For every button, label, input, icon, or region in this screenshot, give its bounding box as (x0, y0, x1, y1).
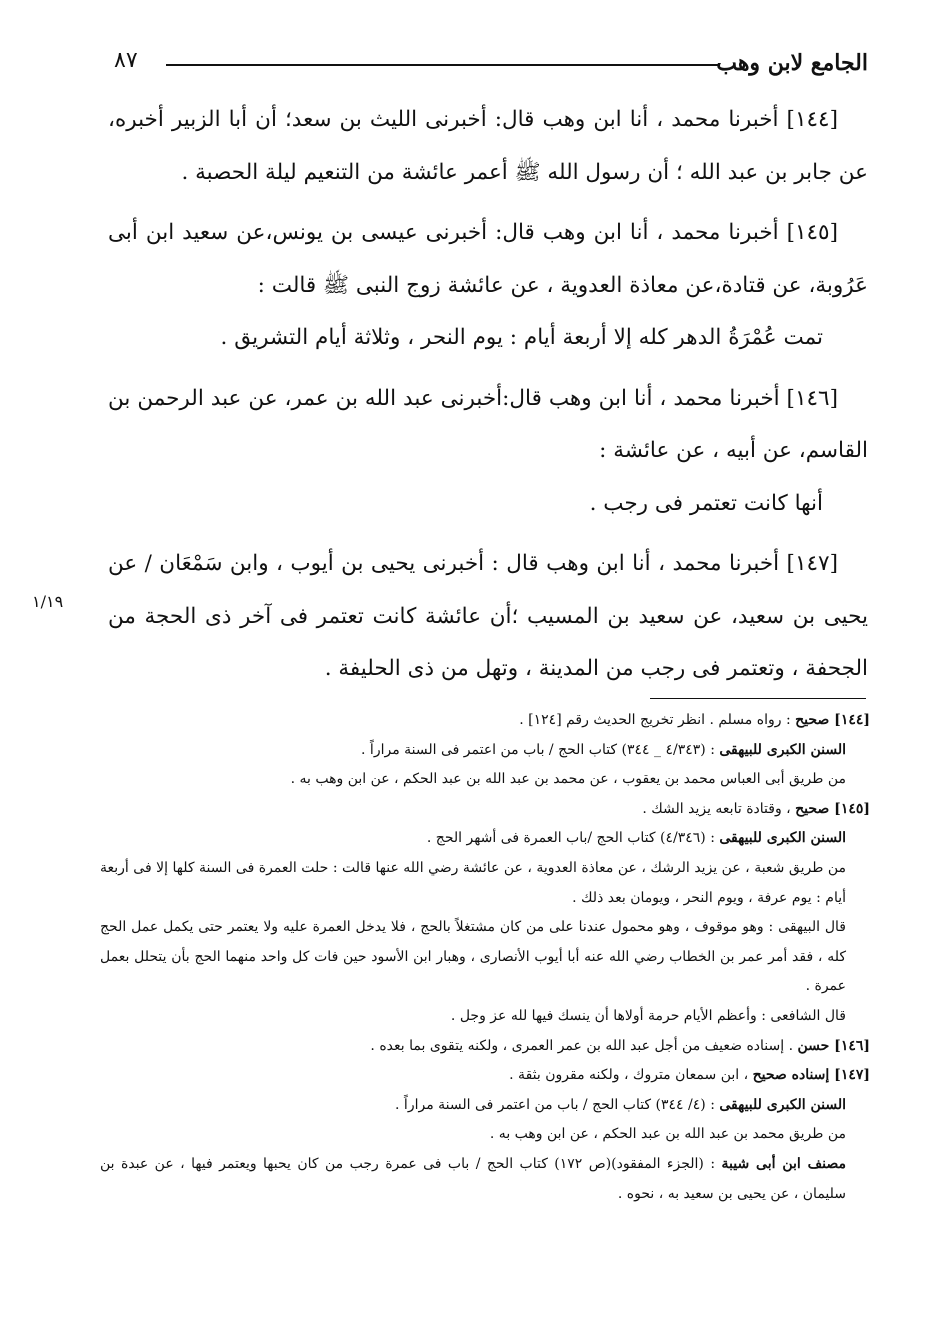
footnote-lead: السنن الكبرى للبيهقى (719, 741, 846, 758)
hadith-144: [١٤٤] أخبرنا محمد ، أنا ابن وهب قال: أخبرنى الليث بن سعد؛ أن أبا الزبير أخبره، عن جابر بن عبد الله ؛ أن رسول الله ﷺ أعمر عائشة من التنعيم ليلة الحصبة . (108, 107, 868, 185)
footnote-lead: [١٤٥] صحيح (795, 800, 870, 817)
hadith-147: [١٤٧] أخبرنا محمد ، أنا ابن وهب قال : أخبرنى يحيى بن أيوب ، وابن سَمْعَان / عن يحيى بن سعيد، عن سعيد بن المسيب ؛أن عائشة كانت تعتمر فى آخر ذى الحجة من الجحفة ، وتعتمر فى رجب من المدينة ، وتهل من ذى الحليفة . (108, 551, 868, 681)
footnote-text: قال البيهقى : وهو موقوف ، وهو محمول عندنا على من كان مشتغلاً بالحج ، فلا يدخل العمرة عليه ولا يعتمر حتى يكمل عمل الحج كله ، فقد أمر عمر بن الخطاب رضي الله عنه أبا أيوب الأنصارى ، وهبار ابن الأسود حين فات كل واحد منهما الحج بأن يتحلل بعمل عمرة . (100, 919, 846, 995)
footnote-line (100, 706, 870, 736)
footnote-text: ، ابن سمعان متروك ، ولكنه مقرون بثقة . (509, 1067, 753, 1084)
footnote-text: ، وقتادة تابعه يزيد الشك . (642, 800, 796, 817)
running-header (108, 44, 868, 84)
hadith-146: [١٤٦] أخبرنا محمد ، أنا ابن وهب قال:أخبرنى عبد الله بن عمر، عن عبد الرحمن بن القاسم، عن أبيه ، عن عائشة : (108, 385, 868, 463)
footnote-text: من طريق محمد بن عبد الله بن عبد الحكم ، عن ابن وهب به . (489, 1126, 846, 1143)
footnote-lead: مصنف ابن أبى شيبة (721, 1155, 847, 1172)
footnote-line (100, 795, 870, 825)
footnote-line (100, 1061, 870, 1091)
footnote-line (100, 736, 870, 766)
main-text (108, 94, 868, 696)
footnote-line (100, 1120, 870, 1150)
footnote-lead: [١٤٧] إسناده صحيح (752, 1067, 870, 1084)
footnote-lead: [١٤٤] صحيح (795, 712, 870, 728)
footnote-line (100, 765, 870, 795)
footnote-lead: [١٤٦] حسن (797, 1037, 870, 1054)
footnote-line (100, 824, 870, 854)
footnote-separator (650, 698, 866, 699)
footnote-text: . إسناده ضعيف من أجل عبد الله بن عمر العمرى ، ولكنه يتقوى بما بعده . (370, 1037, 798, 1054)
manuscript-folio-marker: ١/١٩ (32, 592, 64, 611)
footnote-text: من طريق شعبة ، عن يزيد الرشك ، عن معاذة العدوية ، عن عائشة رضي الله عنها قالت : حلت العمرة فى السنة كلها إلا فى أربعة أيام : يوم عرفة ، ويوم النحر ، ويومان بعد ذلك . (100, 859, 846, 906)
footnote-text: : (الجزء المفقود)(ص ١٧٢) كتاب الحج / باب فى عمرة رجب من كان يحبها ويعتمر فيها ، عن عبدة بن سليمان ، عن يحيى بن سعيد به ، نحوه . (100, 1155, 846, 1202)
footnote-line (100, 1032, 870, 1062)
footnote-line (100, 1150, 870, 1209)
footnote-text: : (٤/٣٤٦) كتاب الحج /باب العمرة فى أشهر الحج . (426, 830, 720, 847)
running-title: الجامع لابن وهب (716, 50, 868, 76)
footnotes (100, 706, 870, 1209)
footnote-line (100, 1091, 870, 1121)
header-rule (166, 64, 718, 66)
page-number: ٨٧ (114, 48, 138, 73)
footnote-line (100, 854, 870, 913)
hadith-145-matn: تمت عُمْرَةُ الدهر كله إلا أربعة أيام : يوم النحر ، وثلاثة أيام التشريق . (220, 325, 823, 350)
footnote-text: قال الشافعى : وأعظم الأيام حرمة أولاها أن ينسك فيها لله عز وجل . (450, 1007, 846, 1024)
footnote-text: : رواه مسلم . انظر تخريج الحديث رقم [١٢٤] . (519, 712, 796, 728)
footnote-text: : (٤/ ٣٤٤) كتاب الحج / باب من اعتمر فى السنة مراراً . (395, 1096, 720, 1113)
hadith-145: [١٤٥] أخبرنا محمد ، أنا ابن وهب قال: أخبرنى عيسى بن يونس،عن سعيد ابن أبى عَرُوبة، عن قتادة،عن معاذة العدوية ، عن عائشة زوج النبى ﷺ قالت : (108, 220, 868, 298)
footnote-lead: السنن الكبرى للبيهقى (719, 830, 846, 847)
hadith-146-matn: أنها كانت تعتمر فى رجب . (589, 490, 823, 516)
footnote-text: : (٤/٣٤٣ _ ٣٤٤) كتاب الحج / باب من اعتمر فى السنة مراراً . (361, 741, 720, 758)
footnote-lead: السنن الكبرى للبيهقى (719, 1096, 846, 1113)
footnote-line (100, 913, 870, 1002)
footnote-text: من طريق أبى العباس محمد بن يعقوب ، عن محمد بن عبد الله بن عبد الحكم ، عن ابن وهب به . (290, 771, 846, 788)
footnote-line (100, 1002, 870, 1032)
